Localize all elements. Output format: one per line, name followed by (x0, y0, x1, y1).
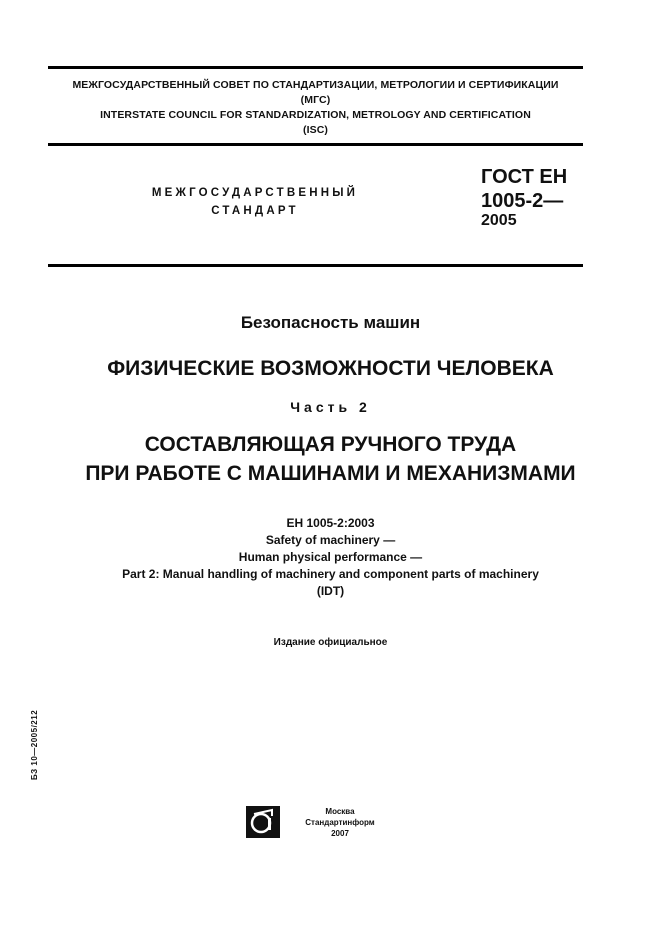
title-group: Безопасность машин (240, 313, 421, 332)
reference-line2: Human physical performance — (238, 550, 423, 564)
council-ru-line2: (МГС) (300, 94, 331, 106)
standard-type (120, 184, 390, 220)
council-header (48, 78, 583, 138)
publisher-name: Стандартинформ (305, 818, 375, 827)
reference-line4: (IDT) (316, 584, 345, 598)
side-code: БЗ 10—2005/212 (30, 709, 39, 780)
designation-line2: 1005-2— (481, 190, 564, 212)
standard-type-line1: МЕЖГОСУДАРСТВЕННЫЙ (151, 187, 359, 199)
title-main: ФИЗИЧЕСКИЕ ВОЗМОЖНОСТИ ЧЕЛОВЕКА (107, 357, 554, 380)
publisher-block (290, 806, 390, 839)
title-part: Часть 2 (290, 399, 371, 415)
designation-rule (48, 264, 583, 267)
designation-year: 2005 (481, 212, 517, 229)
designation-line1: ГОСТ ЕН (481, 166, 568, 188)
subtitle-line1: СОСТАВЛЯЮЩАЯ РУЧНОГО ТРУДА (144, 433, 517, 456)
subtitle-line2: ПРИ РАБОТЕ С МАШИНАМИ И МЕХАНИЗМАМИ (85, 462, 576, 485)
standartinform-logo-icon (246, 806, 280, 838)
designation (481, 165, 567, 213)
standard-type-line2: СТАНДАРТ (211, 205, 299, 217)
logo-glyph (246, 806, 280, 838)
reference-code: ЕН 1005-2:2003 (286, 516, 375, 530)
publisher-city: Москва (325, 807, 355, 816)
reference-line3: Part 2: Manual handling of machinery and component parts of machinery (122, 567, 539, 581)
publisher-year: 2007 (331, 829, 349, 838)
top-rule (48, 66, 583, 69)
reference-block (0, 515, 661, 600)
header-rule (48, 143, 583, 146)
edition-label: Издание официальное (273, 637, 388, 648)
council-en-line2: (ISC) (303, 124, 328, 136)
council-en-line1: INTERSTATE COUNCIL FOR STANDARDIZATION, METROLOGY AND CERTIFICATION (100, 109, 531, 121)
council-ru-line1: МЕЖГОСУДАРСТВЕННЫЙ СОВЕТ ПО СТАНДАРТИЗАЦИИ, МЕТРОЛОГИИ И СЕРТИФИКАЦИИ (72, 79, 559, 91)
title-subtitle (0, 430, 661, 488)
reference-line1: Safety of machinery — (265, 533, 396, 547)
